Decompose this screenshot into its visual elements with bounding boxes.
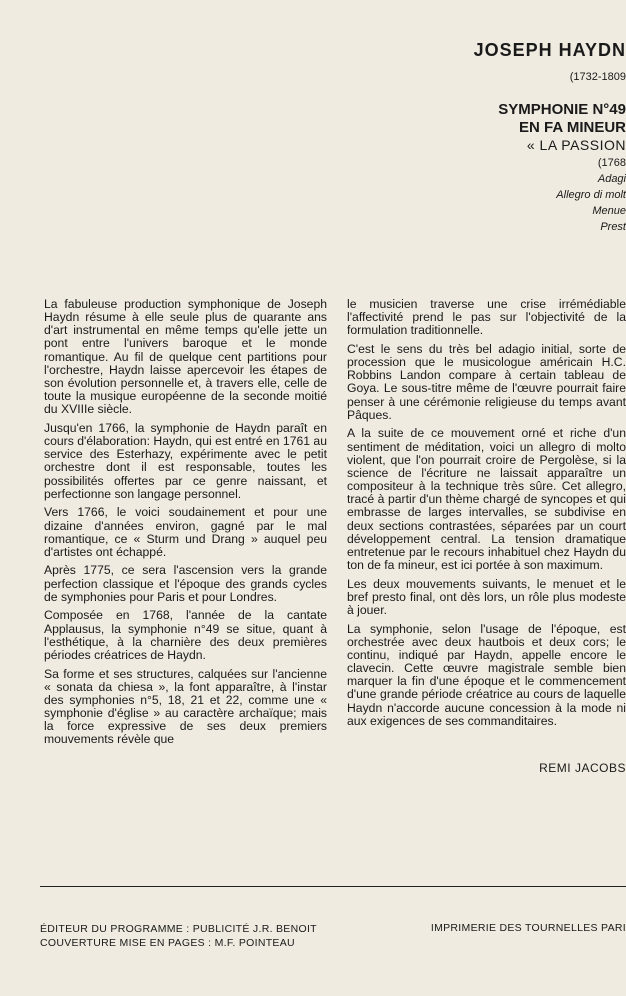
work-title-line1: SYMPHONIE N°49 xyxy=(498,101,626,118)
publisher-credit: ÉDITEUR DU PROGRAMME : PUBLICITÉ J.R. BENOIT xyxy=(40,923,317,935)
footer-credits xyxy=(40,922,317,950)
right-text-column xyxy=(347,298,626,733)
work-title-line2: EN FA MINEUR xyxy=(519,119,626,136)
movement-1: Adagi xyxy=(597,173,626,185)
paragraph: Vers 1766, le voici soudainement et pour une dizaine d'années environ, gagné par le mal romantique, ce « Sturm und Drang » auquel peu d'artistes ont échappé. xyxy=(44,505,327,559)
paragraph: La symphonie, selon l'usage de l'époque, est orchestrée avec deux hautbois et deux cors; le continu, indiqué par Haydn, appelle encore le clavecin. Cette œuvre magistrale semble bien marquer la fin d'une époque et le commencement d'une grande période créatrice au cours de laquelle Haydn n'accorde aucune concession à la mode ni aux exigences de ses commanditaires. xyxy=(347,621,626,728)
paragraph: La fabuleuse production symphonique de Joseph Haydn résume à elle seule plus de quarante ans d'art instrumental en même temps qu'elle jette un pont entre l'univers baroque et le monde romantique. Au fil de quelque cent partitions pour l'orchestre, Haydn laisse apercevoir les étapes de son évolution personnelle et, à travers elle, celle de toute la musique européenne de la seconde moitié du XVIIIe siècle. xyxy=(44,297,327,417)
paragraph: le musicien traverse une crise irrémédiable l'affectivité prend le pas sur l'objectivité de la formulation traditionnelle. xyxy=(347,298,626,338)
movement-2: Allegro di molt xyxy=(556,189,626,201)
composer-dates: (1732-1809 xyxy=(569,71,626,83)
paragraph: Après 1775, ce sera l'ascension vers la grande perfection classique et l'époque des grands cycles de symphonies pour Paris et pour Londres. xyxy=(44,563,327,604)
paragraph: Sa forme et ses structures, calquées sur l'ancienne « sonata da chiesa », la font apparaître, à l'instar des symphonies n°5, 18, 21 et 22, comme une « symphonie d'église » au caractère archaïque; mais la force expressive de ses deux premiers mouvements révèle que xyxy=(44,666,327,747)
paragraph: C'est le sens du très bel adagio initial, sorte de procession que le musicologue américain H.C. Robbins Landon compare à certain tableau de Goya. Le sous-titre même de l'œuvre pourrait faire penser à une cérémonie religieuse du temps avant Pâques. xyxy=(347,341,626,422)
composition-year: (1768 xyxy=(597,157,626,169)
composer-name: JOSEPH HAYDN xyxy=(473,40,626,60)
footer-divider xyxy=(40,886,626,887)
left-text-column xyxy=(44,298,327,752)
movement-4: Prest xyxy=(600,221,626,233)
work-title xyxy=(26,101,626,137)
cover-credit: COUVERTURE MISE EN PAGES : M.F. POINTEAU xyxy=(40,937,295,949)
paragraph: Les deux mouvements suivants, le menuet et le bref presto final, ont dès lors, un rôle plus modeste à jouer. xyxy=(347,576,626,617)
printer-credit: IMPRIMERIE DES TOURNELLES PARI xyxy=(430,922,626,934)
paragraph: Jusqu'en 1766, la symphonie de Haydn paraît en cours d'élaboration: Haydn, qui est entré en 1761 au service des Esterhazy, expérimente avec le petit orchestre dont il est responsable, toutes les possibilités offertes par ce genre naissant, et perfectionne son langage personnel. xyxy=(44,420,327,501)
work-subtitle: « LA PASSION xyxy=(526,137,626,153)
author-signature: REMI JACOBS xyxy=(539,761,626,775)
movement-3: Menue xyxy=(592,205,626,217)
paragraph: Composée en 1768, l'année de la cantate Applausus, la symphonie n°49 se situe, quant à l'esthétique, à la charnière des deux premières périodes créatrices de Haydn. xyxy=(44,608,327,662)
paragraph: A la suite de ce mouvement orné et riche d'un sentiment de méditation, voici un allegro di molto violent, que l'on pourrait croire de Pergolèse, si la science de l'écriture ne laissait apparaître un compositeur à la technique très sûre. Cet allegro, tracé à partir d'un thème chargé de syncopes et qui embrasse de larges intervalles, se subdivise en deux sections contrastées, séparées par un court développement central. La tension dramatique entretenue par le recours inhabituel chez Haydn du ton de fa mineur, est ici portée à son maximum. xyxy=(347,426,626,572)
